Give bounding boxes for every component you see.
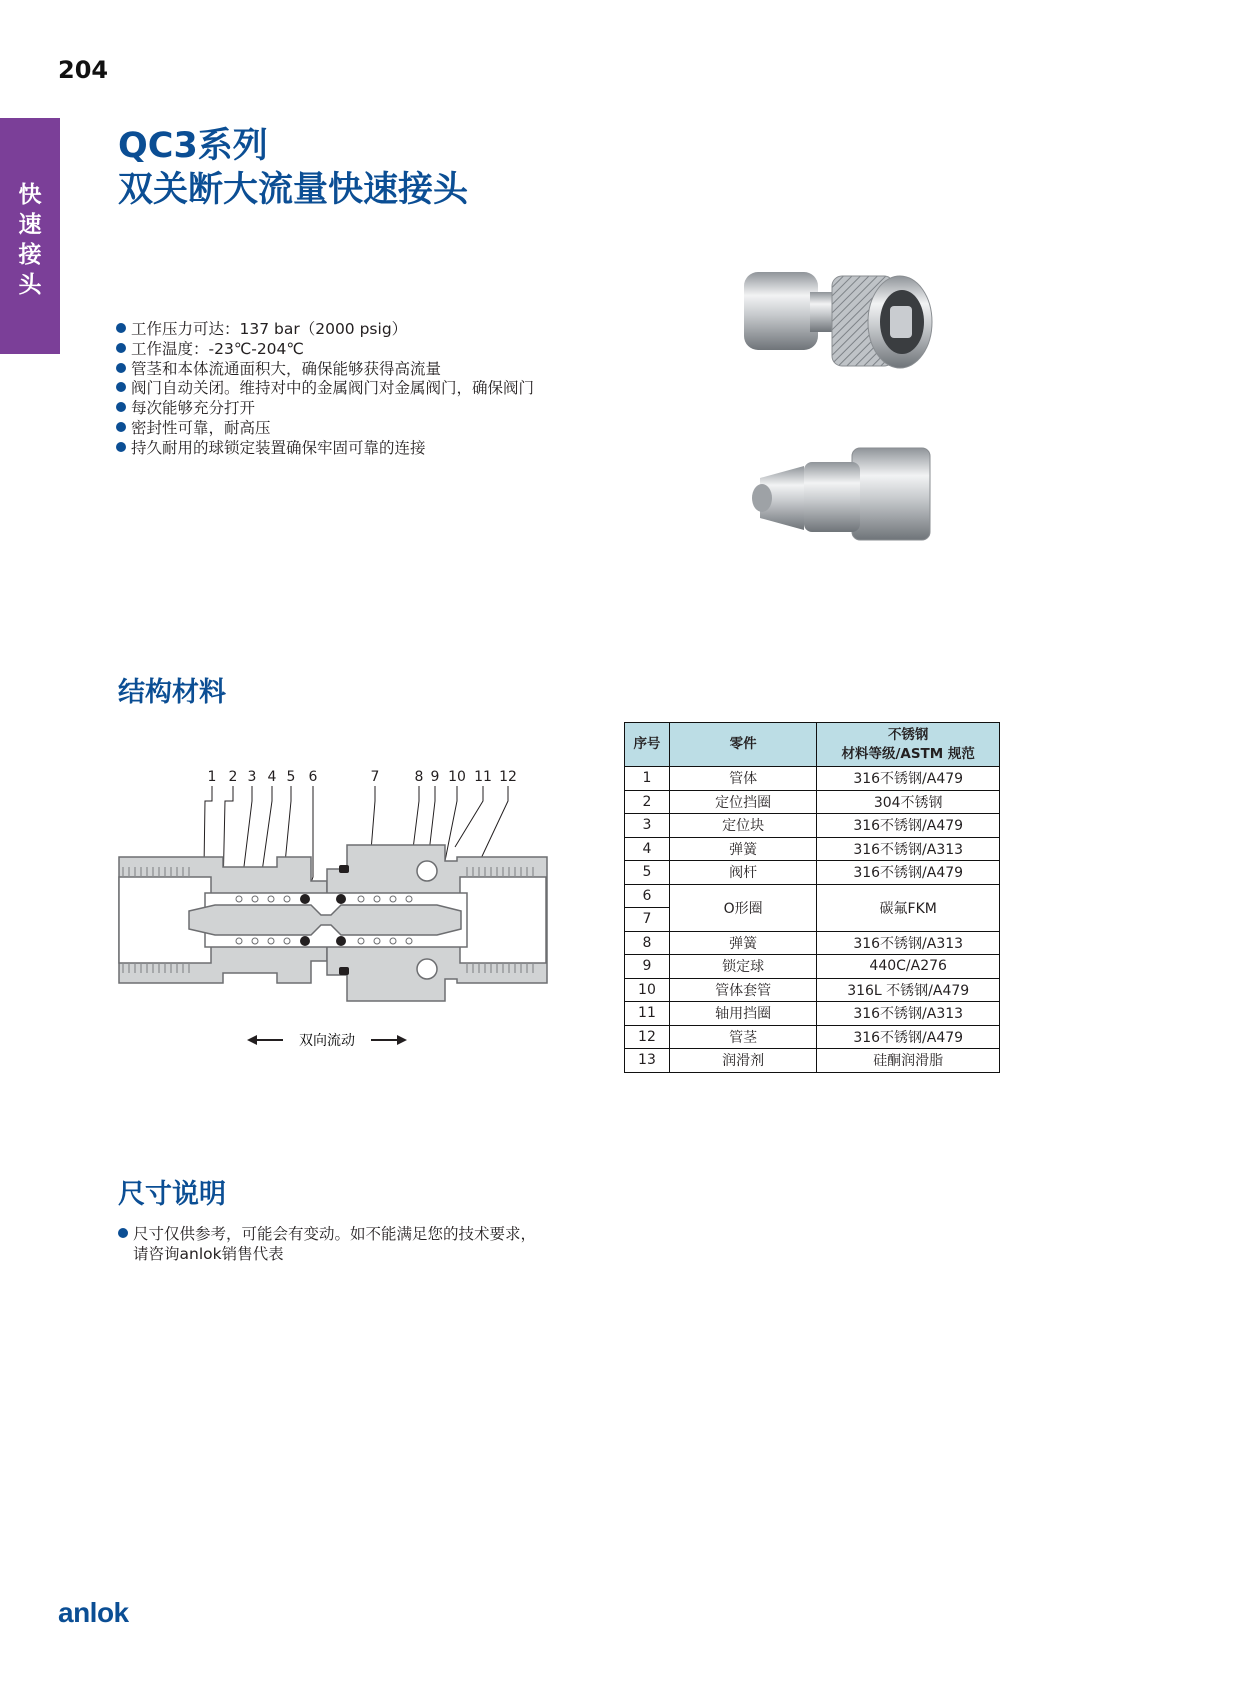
feature-item: 管茎和本体流通面积大，确保能够获得高流量	[116, 360, 596, 380]
coupler-stem-photo	[752, 448, 930, 540]
table-row: 4 弹簧 316不锈钢/A313	[625, 837, 1000, 861]
table-row: 5 阀杆 316不锈钢/A479	[625, 861, 1000, 885]
header-material-top: 不锈钢	[887, 726, 929, 743]
table-row: 13 润滑剂 硅酮润滑脂	[625, 1049, 1000, 1073]
product-title: 双关断大流量快速接头	[118, 170, 469, 210]
callout-2: 2	[228, 769, 238, 785]
bullet-icon	[116, 422, 126, 432]
bullet-icon	[116, 343, 126, 353]
table-header-row	[625, 723, 1000, 767]
dimensions-section-title: 尺寸说明	[118, 1179, 226, 1210]
brand-logo: anlok	[58, 1597, 129, 1628]
header-no: 序号	[625, 723, 670, 767]
feature-item: 密封性可靠，耐高压	[116, 419, 596, 439]
callout-7: 7	[370, 769, 380, 785]
header-part: 零件	[669, 723, 816, 767]
bullet-icon	[116, 323, 126, 333]
table-row: 6 O形圈 碳氟FKM	[625, 884, 1000, 908]
cross-section-diagram	[115, 765, 555, 1055]
flow-indicator	[247, 1032, 407, 1049]
callout-6: 6	[308, 769, 318, 785]
bullet-icon	[118, 1228, 128, 1238]
feature-list	[116, 320, 596, 459]
bullet-icon	[116, 382, 126, 392]
table-row: 3 定位块 316不锈钢/A479	[625, 814, 1000, 838]
header-material-bottom: 材料等级/ASTM 规范	[841, 745, 975, 762]
bullet-icon	[116, 363, 126, 373]
callout-12: 12	[499, 769, 517, 785]
bullet-icon	[116, 402, 126, 412]
callout-8: 8	[414, 769, 424, 785]
table-row: 9 锁定球 440C/A276	[625, 955, 1000, 979]
table-row: 1 管体 316不锈钢/A479	[625, 767, 1000, 791]
header-material	[817, 723, 1000, 767]
series-title: QC3系列	[118, 126, 268, 166]
page-number: 204	[58, 56, 109, 84]
table-row: 12 管茎 316不锈钢/A479	[625, 1025, 1000, 1049]
materials-table	[624, 722, 1000, 1073]
callout-3: 3	[247, 769, 257, 785]
callout-5: 5	[286, 769, 296, 785]
dimensions-note: 尺寸仅供参考，可能会有变动。如不能满足您的技术要求， 请咨询anlok销售代表	[118, 1224, 588, 1264]
materials-section-title: 结构材料	[118, 677, 226, 708]
callout-4: 4	[267, 769, 277, 785]
feature-item: 工作温度：-23℃-204℃	[116, 340, 596, 360]
table-row: 8 弹簧 316不锈钢/A313	[625, 931, 1000, 955]
feature-item: 持久耐用的球锁定装置确保牢固可靠的连接	[116, 439, 596, 459]
callout-10: 10	[448, 769, 466, 785]
feature-item: 每次能够充分打开	[116, 399, 596, 419]
coupler-body-photo	[744, 272, 932, 368]
table-row: 10 管体套管 316L 不锈钢/A479	[625, 978, 1000, 1002]
callout-9: 9	[430, 769, 440, 785]
table-row: 11 轴用挡圈 316不锈钢/A313	[625, 1002, 1000, 1026]
callout-1: 1	[207, 769, 217, 785]
table-row: 2 定位挡圈 304不锈钢	[625, 790, 1000, 814]
side-tab-label: 快速接头	[18, 182, 42, 298]
table-row: 7	[625, 908, 1000, 932]
feature-item: 阀门自动关闭。维持对中的金属阀门对金属阀门，确保阀门	[116, 379, 596, 399]
feature-item: 工作压力可达：137 bar（2000 psig）	[116, 320, 596, 340]
callout-11: 11	[474, 769, 492, 785]
flow-label: 双向流动	[299, 1033, 355, 1049]
product-photos	[740, 260, 980, 590]
bullet-icon	[116, 442, 126, 452]
